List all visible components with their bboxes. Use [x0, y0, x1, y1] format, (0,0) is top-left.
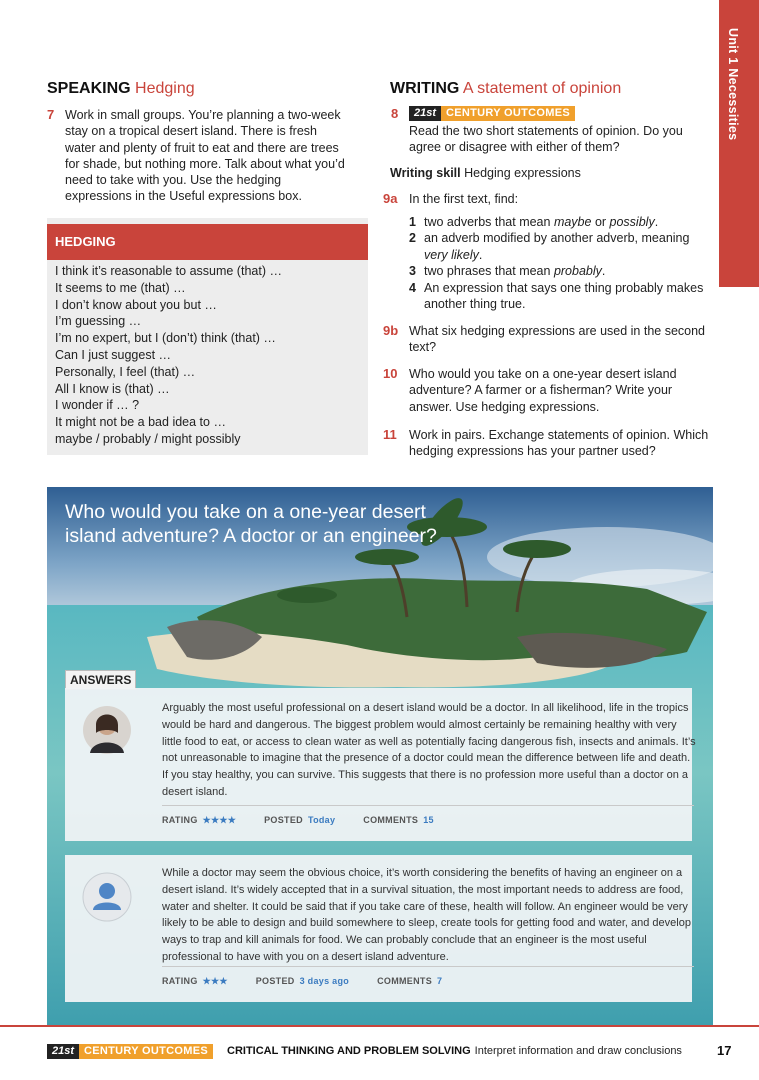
answer-text: Arguably the most useful professional on a desert island would be a doctor. In all likelihood, life in the tropics would be hard and dangerous. The biggest problem would almost certainly be remaining healthy with very little food to eat, or access to clean water as well as potentially facing dangerous fish, insects and animals. It’s not unreasonable to imagine that the presence of a doctor could mean the difference between life and death. If you stay healthy, you can survive. This suggests that there is no profession more useful than a doctor on a desert island. — [162, 702, 696, 798]
forum-question-title: Who would you take on a one-year desert island adventure? A doctor or an engineer? — [65, 501, 437, 547]
hedging-list — [55, 263, 282, 448]
find-item: 1 two adverbs that mean maybe or possibly. — [409, 215, 659, 229]
speaking-heading — [47, 80, 195, 98]
posted-date: 3 days ago — [299, 976, 350, 986]
task-7-number: 7 — [47, 107, 55, 122]
hedging-item: It seems to me (that) … — [55, 280, 186, 295]
task-11-number: 11 — [383, 427, 397, 442]
task-8-text: Read the two short statements of opinion. Do you agree or disagree with either of them? — [409, 124, 683, 155]
hedging-item: Can I just suggest … — [55, 347, 172, 362]
unit-side-tab — [719, 0, 759, 287]
writing-heading-topic: A statement of opinion — [462, 80, 622, 97]
answer-meta: RATING ★★★★ POSTED Today COMMENTS 15 — [162, 815, 434, 825]
page-number: 17 — [717, 1043, 732, 1058]
task-11-text: Work in pairs. Exchange statements of opinion. Which hedging expressions has your partner used? — [409, 428, 709, 459]
answer-divider — [162, 966, 694, 967]
footer-skill: CRITICAL THINKING AND PROBLEM SOLVING — [227, 1045, 471, 1057]
speaking-heading-bold: SPEAKING — [47, 80, 131, 97]
user-placeholder-icon — [82, 872, 132, 922]
answers-label: ANSWERS — [65, 670, 136, 690]
hedging-item: maybe / probably / might possibly — [55, 431, 241, 446]
hedging-expressions-box — [47, 218, 368, 455]
unit-label: Unit 1 Necessities — [726, 28, 740, 141]
answer-text: While a doctor may seem the obvious choice, it’s worth considering the benefits of having an engineer on a desert island. It’s widely accepted that in a survival situation, the most important needs to address are food, water and shelter. It could be said that if you take care of these, health will follow. An engineer would be very likely to be able to design and build somewhere to sleep, create tools for getting food and water, and develop ways to trap and kill animals for food. We can probably conclude that an engineer is the most useful professional to have with you on a desert island adventure. — [162, 867, 691, 963]
21st-century-outcomes-badge — [409, 106, 575, 121]
hedging-item: All I know is (that) … — [55, 381, 170, 396]
comments-count[interactable]: 15 — [423, 815, 434, 825]
rating-stars: ★★★ — [202, 976, 228, 986]
find-item: 3 two phrases that mean probably. — [409, 264, 606, 279]
comments-count[interactable]: 7 — [437, 976, 443, 986]
badge-century-outcomes: CENTURY OUTCOMES — [441, 106, 575, 121]
avatar — [82, 705, 132, 755]
footer-divider — [0, 1025, 759, 1027]
hedging-item: I’m no expert, but I (don’t) think (that) … — [55, 331, 276, 346]
writing-heading — [390, 80, 621, 98]
find-list — [409, 214, 709, 312]
writing-heading-bold: WRITING — [390, 80, 460, 97]
hedging-item: I don’t know about you but … — [55, 297, 217, 312]
footer-outcomes-badge: 21st CENTURY OUTCOMES — [47, 1044, 213, 1059]
hedging-item: Personally, I feel (that) … — [55, 364, 196, 379]
answer-meta: RATING ★★★ POSTED 3 days ago COMMENTS 7 — [162, 976, 443, 986]
speaking-heading-topic: Hedging — [135, 80, 195, 97]
hedging-item: I wonder if … ? — [55, 398, 140, 413]
task-9b-text: What six hedging expressions are used in the second text? — [409, 324, 706, 355]
writing-skill-bold: Writing skill — [390, 166, 461, 180]
writing-skill-heading — [390, 166, 581, 180]
hedging-item: I think it’s reasonable to assume (that) … — [55, 264, 282, 278]
footer-skill-desc: Interpret information and draw conclusions — [474, 1045, 682, 1057]
task-10-number: 10 — [383, 366, 398, 381]
answer-card — [65, 855, 692, 1002]
footer — [47, 1044, 682, 1059]
badge-21st: 21st — [409, 106, 441, 121]
rating-stars: ★★★★ — [202, 815, 237, 825]
answer-card — [65, 688, 696, 841]
hedging-item: It might not be a bad idea to … — [55, 415, 226, 430]
task-9b-number: 9b — [383, 323, 399, 338]
find-item: 2 an adverb modified by another adverb, meaning very likely. — [409, 231, 690, 262]
writing-skill-topic: Hedging expressions — [464, 166, 581, 180]
answer-divider — [162, 805, 694, 806]
find-item: 4 An expression that says one thing probably makes another thing true. — [409, 280, 704, 312]
task-8-number: 8 — [391, 106, 399, 121]
task-9a-number: 9a — [383, 191, 398, 206]
hedging-box-header — [47, 224, 368, 260]
task-10-text: Who would you take on a one-year desert island adventure? A farmer or a fisherman? Write your answer. Use hedging expressions. — [409, 367, 677, 414]
hedging-item: I’m guessing … — [55, 314, 142, 329]
desert-island-forum — [47, 487, 713, 1025]
task-9a-text: In the first text, find: — [409, 192, 519, 206]
hedging-box-title: HEDGING — [55, 234, 116, 249]
posted-date: Today — [307, 815, 336, 825]
task-7-text: Work in small groups. You’re planning a two-week stay on a tropical desert island. There is fresh water and plenty of fruit to eat and there are trees for shade, but nothing more. Talk about what you’d need to take with you. Use the hedging expressions in the Useful expressions box. — [65, 108, 345, 204]
